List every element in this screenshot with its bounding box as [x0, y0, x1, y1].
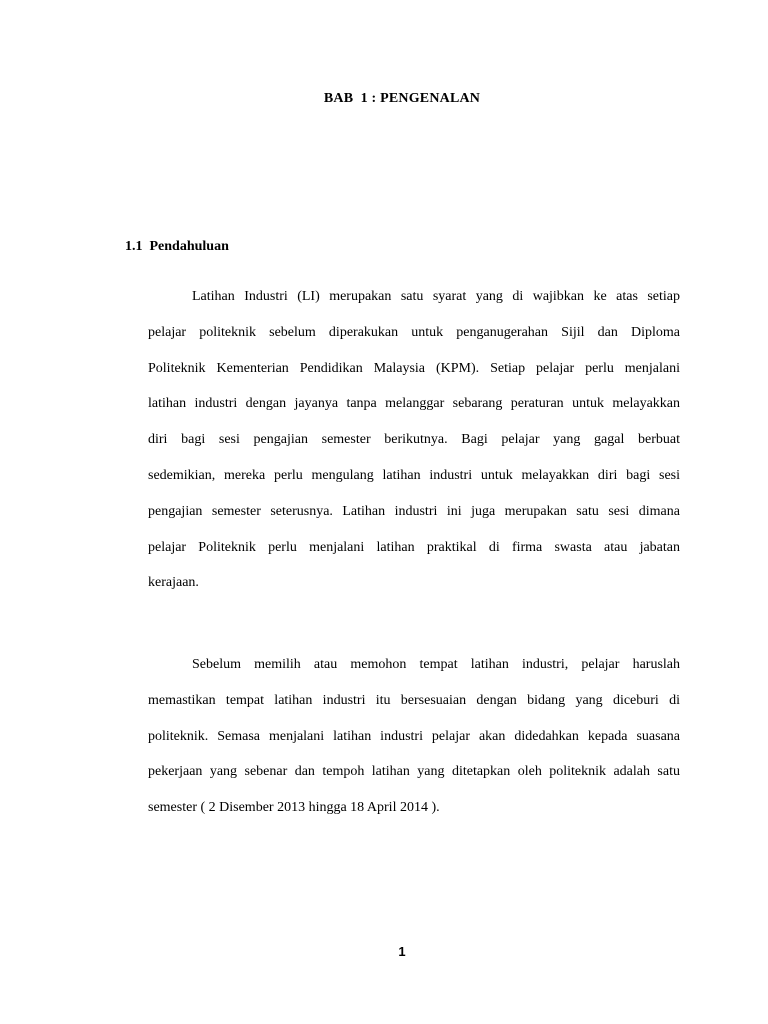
paragraph-line: pelajar politeknik sebelum diperakukan untuk penganugerahan Sijil dan Diploma	[148, 324, 680, 340]
paragraph-line: pekerjaan yang sebenar dan tempoh latihan yang ditetapkan oleh politeknik adalah satu	[148, 764, 680, 780]
paragraph-line: politeknik. Semasa menjalani latihan industri pelajar akan didedahkan kepada suasana	[148, 728, 680, 744]
section-heading: 1.1 Pendahuluan	[125, 239, 229, 254]
paragraph-line: Sebelum memilih atau memohon tempat latihan industri, pelajar haruslah	[192, 657, 680, 672]
paragraph-line: kerajaan.	[148, 575, 199, 591]
paragraph-line: latihan industri dengan jayanya tanpa melanggar sebarang peraturan untuk melayakkan	[148, 396, 680, 412]
paragraph-line: sedemikian, mereka perlu mengulang latihan industri untuk melayakkan diri bagi sesi	[148, 467, 680, 483]
paragraph-line: memastikan tempat latihan industri itu bersesuaian dengan bidang yang diceburi di	[148, 692, 680, 708]
page-number: 1	[398, 944, 406, 959]
paragraph-line: semester ( 2 Disember 2013 hingga 18 April 2014 ).	[148, 800, 440, 816]
paragraph-introduction	[148, 279, 680, 601]
paragraph-line: Politeknik Kementerian Pendidikan Malaysia (KPM). Setiap pelajar perlu menjalani	[148, 360, 680, 376]
paragraph-line: Latihan Industri (LI) merupakan satu syarat yang di wajibkan ke atas setiap	[192, 289, 680, 304]
paragraph-placement	[148, 647, 680, 826]
paragraph-line: pengajian semester seterusnya. Latihan industri ini juga merupakan satu sesi dimana	[148, 503, 680, 519]
paragraph-line: diri bagi sesi pengajian semester berikutnya. Bagi pelajar yang gagal berbuat	[148, 432, 680, 448]
chapter-title: BAB 1 : PENGENALAN	[323, 91, 481, 106]
paragraph-line: pelajar Politeknik perlu menjalani latihan praktikal di firma swasta atau jabatan	[148, 539, 680, 555]
